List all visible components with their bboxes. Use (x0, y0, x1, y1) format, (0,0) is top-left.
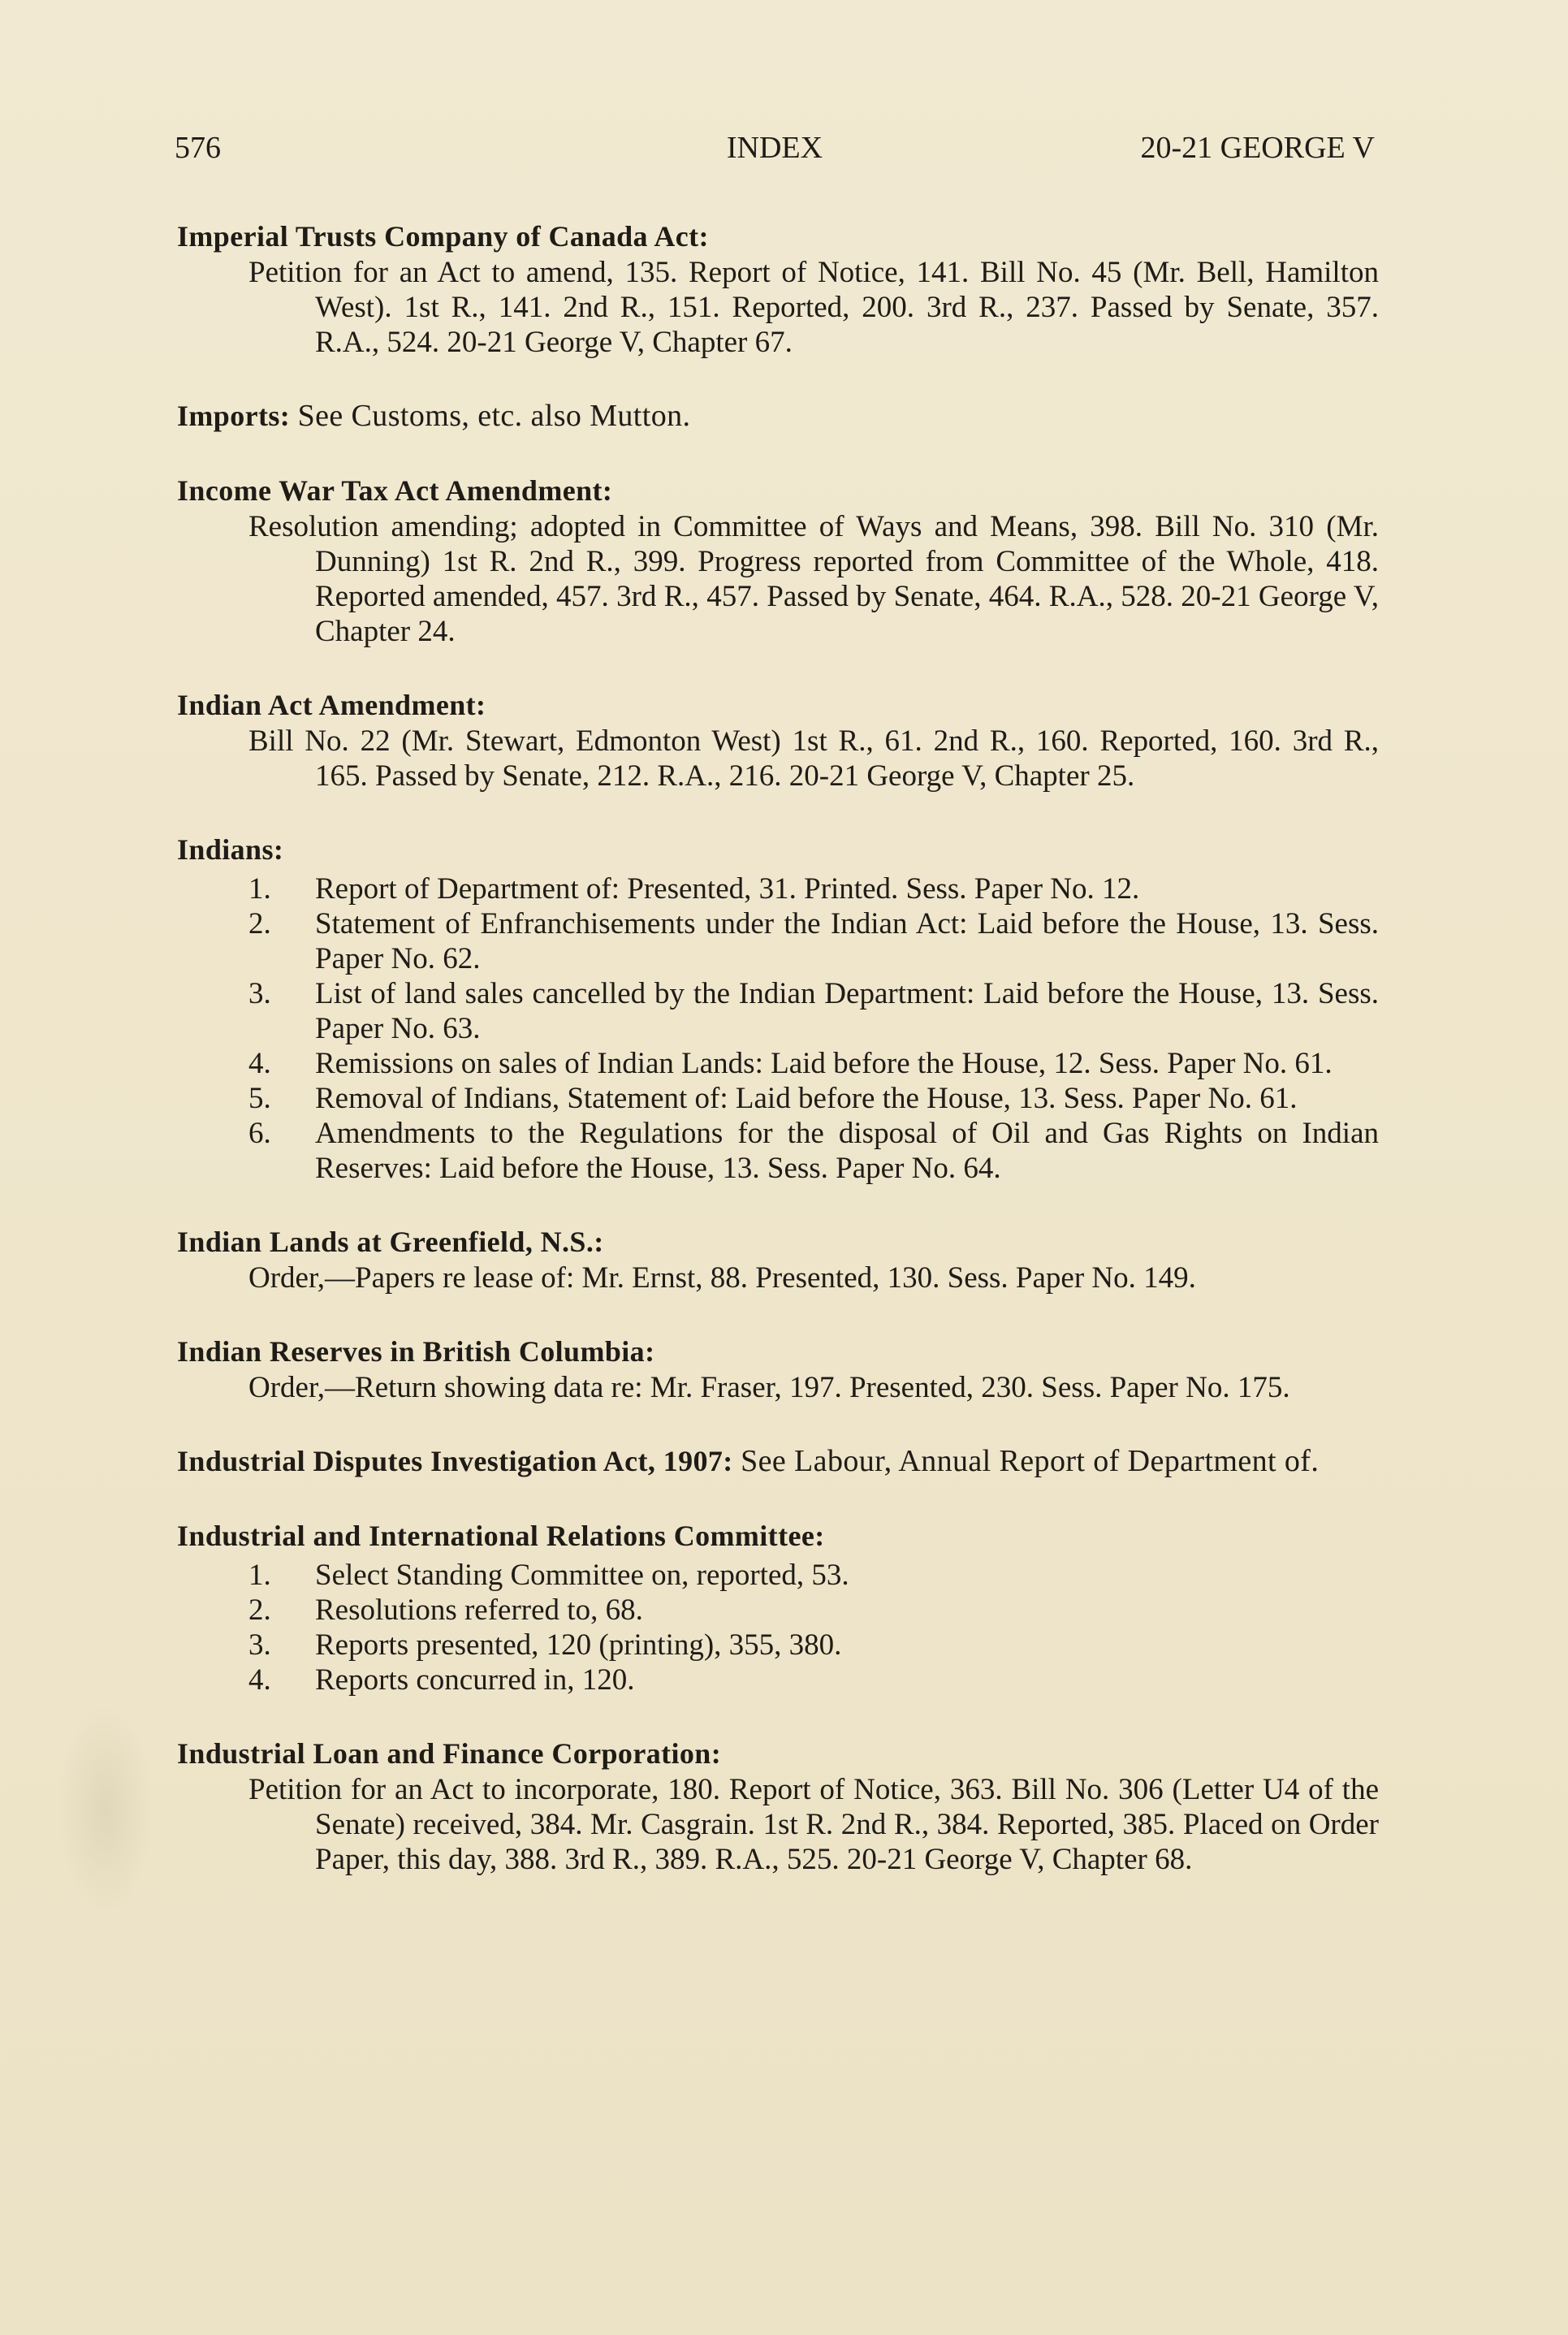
item-text: Removal of Indians, Statement of: Laid before the House, 13. Sess. Paper No. 61. (315, 1082, 1298, 1115)
item-number: 2. (248, 907, 271, 940)
entry-text: Bill No. 22 (Mr. Stewart, Edmonton West) 1st R., 61. 2nd R., 160. Reported, 160. 3rd R., 165. Passed by Senate, 212. R.A., 216. 20-21 George V, Chapter 25. (248, 724, 1379, 793)
header-title: INDEX (726, 131, 823, 165)
item-text: Amendments to the Regulations for the disposal of Oil and Gas Rights on Indian Reserves: Laid before the House, 13. Sess. Paper No. 64. (315, 1117, 1379, 1185)
entry-heading: Indian Reserves in British Columbia: (177, 1335, 655, 1368)
list-item (177, 871, 1379, 906)
entry-heading: Indian Lands at Greenfield, N.S.: (177, 1226, 604, 1258)
item-text: Resolutions referred to, 68. (315, 1593, 643, 1627)
entry-text: Order,—Return showing data re: Mr. Fraser, 197. Presented, 230. Sess. Paper No. 175. (248, 1371, 1290, 1404)
item-text: Reports presented, 120 (printing), 355, 380. (315, 1628, 842, 1662)
index-entry (177, 218, 1379, 360)
item-number: 1. (248, 1559, 271, 1592)
item-text: Reports concurred in, 120. (315, 1663, 635, 1697)
item-number: 6. (248, 1117, 271, 1150)
entry-cross-reference: See Customs, etc. also Mutton. (297, 399, 691, 433)
header-session: 20-21 GEORGE V (1140, 131, 1375, 165)
item-number: 1. (248, 872, 271, 906)
index-entry (177, 1442, 1379, 1480)
entry-text: Order,—Papers re lease of: Mr. Ernst, 88. Presented, 130. Sess. Paper No. 149. (248, 1261, 1196, 1295)
index-entry (177, 1333, 1379, 1405)
index-entry (177, 1735, 1379, 1877)
entry-heading: Industrial and International Relations Committee: (177, 1520, 825, 1552)
index-entry (177, 472, 1379, 649)
item-number: 4. (248, 1047, 271, 1080)
index-entry (177, 831, 1379, 1186)
item-text: Statement of Enfranchisements under the Indian Act: Laid before the House, 13. Sess. Paper No. 62. (315, 907, 1379, 975)
list-item (177, 976, 1379, 1046)
list-item (177, 1081, 1379, 1116)
entry-heading: Imports: (177, 400, 291, 432)
list-item (177, 1628, 1379, 1663)
index-entry (177, 686, 1379, 793)
entry-heading: Income War Tax Act Amendment: (177, 474, 613, 507)
entry-heading: Industrial Loan and Finance Corporation: (177, 1737, 722, 1770)
entry-heading: Indians: (177, 833, 284, 866)
list-item (177, 1046, 1379, 1081)
item-number: 5. (248, 1082, 271, 1115)
list-item (177, 1558, 1379, 1593)
index-body (177, 218, 1379, 1914)
item-number: 2. (248, 1593, 271, 1627)
item-number: 4. (248, 1663, 271, 1697)
list-item (177, 1663, 1379, 1697)
entry-item-list (177, 1558, 1379, 1697)
item-text: Report of Department of: Presented, 31. Printed. Sess. Paper No. 12. (315, 872, 1140, 906)
item-text: Select Standing Committee on, reported, 53. (315, 1559, 849, 1592)
entry-item-list (177, 871, 1379, 1186)
list-item (177, 906, 1379, 976)
entry-heading: Indian Act Amendment: (177, 689, 486, 721)
entry-heading: Industrial Disputes Investigation Act, 1907: (177, 1445, 733, 1477)
item-number: 3. (248, 1628, 271, 1662)
index-entry (177, 1223, 1379, 1295)
entry-text: Resolution amending; adopted in Committee of Ways and Means, 398. Bill No. 310 (Mr. Dunning) 1st R. 2nd R., 399. Progress reported from Committee of the Whole, 418. Reported amended, 457. 3rd R., 457. Passed by Senate, 464. R.A., 528. 20-21 George V, Chapter 24. (248, 510, 1379, 648)
list-item (177, 1593, 1379, 1628)
item-text: Remissions on sales of Indian Lands: Laid before the House, 12. Sess. Paper No. 61. (315, 1047, 1333, 1080)
index-entry (177, 1517, 1379, 1697)
paper-stain (57, 1706, 154, 1917)
entry-cross-reference: See Labour, Annual Report of Department of. (741, 1444, 1320, 1478)
item-number: 3. (248, 977, 271, 1010)
list-item (177, 1116, 1379, 1186)
entry-text: Petition for an Act to amend, 135. Report of Notice, 141. Bill No. 45 (Mr. Bell, Hamilton West). 1st R., 141. 2nd R., 151. Reported, 200. 3rd R., 237. Passed by Senate, 357. R.A., 524. 20-21 George V, Chapter 67. (248, 256, 1379, 359)
index-entry (177, 397, 1379, 435)
entry-heading: Imperial Trusts Company of Canada Act: (177, 220, 709, 253)
page-number: 576 (175, 131, 221, 165)
entry-text: Petition for an Act to incorporate, 180. Report of Notice, 363. Bill No. 306 (Letter U4 of the Senate) received, 384. Mr. Casgrain. 1st R. 2nd R., 384. Reported, 385. Placed on Order Paper, this day, 388. 3rd R., 389. R.A., 525. 20-21 George V, Chapter 68. (248, 1773, 1379, 1876)
running-header (175, 130, 1375, 171)
item-text: List of land sales cancelled by the Indian Department: Laid before the House, 13. Sess. Paper No. 63. (315, 977, 1379, 1045)
